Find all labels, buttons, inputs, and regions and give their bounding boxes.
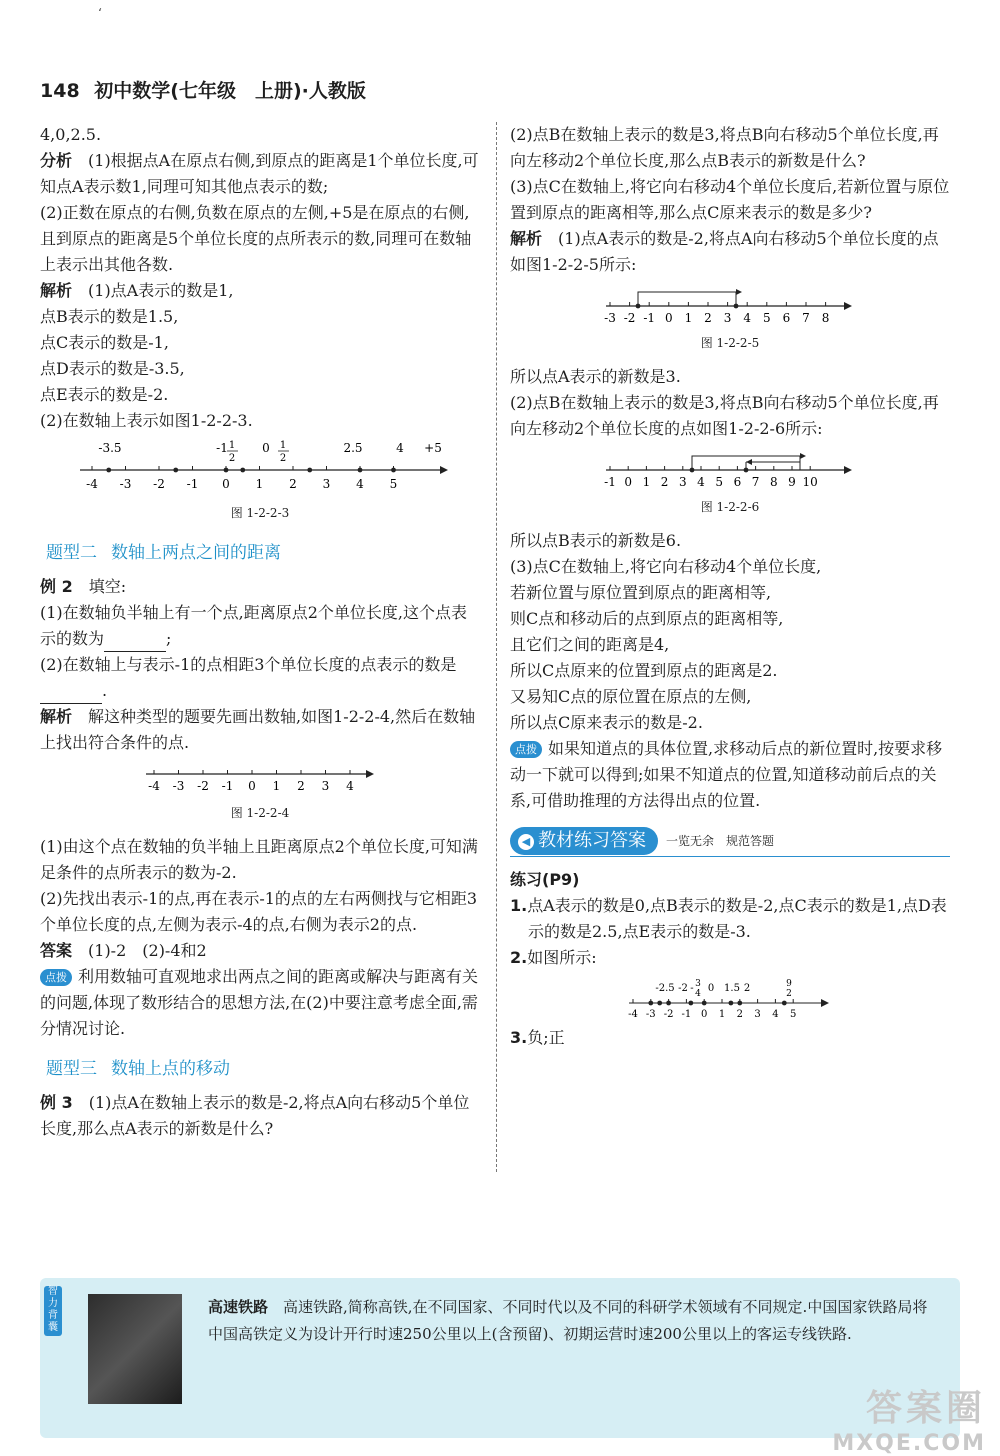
p-label-1-5: 1.5 <box>724 983 740 994</box>
point-b-new <box>744 468 749 473</box>
type-2-title: 数轴上两点之间的距离 <box>111 543 281 563</box>
tick-label: -1 <box>643 311 656 325</box>
tick-label: 3 <box>322 477 331 491</box>
label-4: 4 <box>396 441 404 455</box>
tick-label: 0 <box>664 311 673 325</box>
answer-text: (1)-2 (2)-4和2 <box>72 941 207 960</box>
p-label-0: 0 <box>707 983 715 994</box>
knowledge-text <box>208 1294 938 1348</box>
figure-caption-4: 图 1-2-2-4 <box>230 806 290 820</box>
tick-label: -1 <box>186 477 199 491</box>
tick-label: 1 <box>272 779 281 793</box>
tick-label: 0 <box>624 475 633 489</box>
move-left-head <box>746 459 752 465</box>
tick-label: 1 <box>684 311 693 325</box>
move-arrow-head <box>736 289 742 295</box>
tip-1-text: 利用数轴可直观地求出两点之间的距离或解决与距离有关的问题,体现了数形结合的思想方法,在(2)中要注意考虑全面,需分情况讨论. <box>40 967 479 1038</box>
example-2-q1 <box>40 600 480 652</box>
solution-6: (2)在数轴上表示如图1-2-2-3. <box>40 411 253 430</box>
practice-1-text: 点A表示的数是0,点B表示的数是-2,点C表示的数是1,点D表示的数是2.5,点E表示的数是-3. <box>527 896 947 941</box>
tick-label: 4 <box>697 475 705 489</box>
solution-label: 解析 <box>40 281 73 300</box>
p-label-frac-num: 3 <box>695 979 701 989</box>
example-3-q3: (3)点C在数轴上,将它向右移动4个单位长度后,若新位置与原位置到原点的距离相等,那么点C原来表示的数是多少? <box>510 177 950 222</box>
tick-label: 10 <box>802 475 818 489</box>
solution-text-1: (1)点A表示的数是1, <box>72 281 234 300</box>
tick-label: 4 <box>356 477 364 491</box>
label-minus-1-half-int: -1 <box>216 441 228 455</box>
example-3-solution-7: 则C点和移动后的点到原点的距离相等, <box>510 609 784 628</box>
figure-caption-5: 图 1-2-2-5 <box>700 336 760 350</box>
axis-arrow <box>440 466 448 474</box>
example-2-intro <box>40 574 480 600</box>
label-2-5: 2.5 <box>343 441 363 455</box>
banner-title: 教材练习答案 <box>538 830 646 851</box>
example-2-q1-text: (1)在数轴负半轴上有一个点,距离原点2个单位长度,这个点表示的数为 <box>40 603 468 648</box>
label-minus-1-half-num: 1 <box>228 440 236 451</box>
plotted-point <box>106 468 111 473</box>
type-3-title: 数轴上点的移动 <box>111 1059 230 1079</box>
tick-label: -3 <box>645 1009 656 1020</box>
plotted-point <box>173 468 178 473</box>
knowledge-box <box>40 1278 960 1438</box>
knowledge-term: 高速铁路 <box>208 1298 269 1316</box>
example-2-q1-end: ; <box>166 629 172 648</box>
number-line-figure-3 <box>70 440 450 498</box>
example-2-answer-2: (2)先找出表示-1的点,再在表示-1的点的左右两侧找与它相距3个单位长度的点,左侧为表示-4的点,右侧为表示2的点. <box>40 889 478 934</box>
tick-label: -4 <box>86 477 98 491</box>
page-number: 148 <box>40 80 80 102</box>
banner-subtitle: 一览无余 规范答题 <box>666 834 775 848</box>
number-line-figure-4 <box>140 762 380 798</box>
axis-arrow <box>821 999 829 1007</box>
tick-label: 1 <box>642 475 651 489</box>
practice-1-num: 1. <box>510 896 528 915</box>
practice-2-text: 如图所示: <box>527 948 597 967</box>
example-3-solution-11: 所以点C原来表示的数是-2. <box>510 713 703 732</box>
tick-label: 8 <box>821 311 830 325</box>
p-label-two: 2 <box>786 989 792 999</box>
tick-label: 3 <box>321 779 330 793</box>
plotted-point <box>737 1001 742 1006</box>
example-3-solution-5: (3)点C在数轴上,将它向右移动4个单位长度, <box>510 557 822 576</box>
banner-pill <box>510 827 658 855</box>
tick-label: -2 <box>153 477 165 491</box>
tick-label: 0 <box>222 477 230 491</box>
section-heading-type-3 <box>46 1056 480 1082</box>
p-label-minus-2-5: -2.5 <box>655 983 675 994</box>
tick-label: 2 <box>660 475 669 489</box>
answer-label: 答案 <box>40 941 73 960</box>
tick-label: 4 <box>346 779 354 793</box>
watermark-line-2: MXQE.COM <box>832 1431 986 1456</box>
answer-line-2 <box>40 938 480 964</box>
textbook-answers-banner <box>510 826 950 857</box>
plotted-point <box>307 468 312 473</box>
book-title: 初中数学(七年级 上册)·人教版 <box>94 80 366 102</box>
practice-title: 练习(P9) <box>510 870 580 889</box>
tick-label: -1 <box>604 475 616 489</box>
point-end <box>734 304 739 309</box>
watermark-line-1: 答案圈 <box>865 1388 986 1429</box>
example-3-solution-1-text: (1)点A表示的数是-2,将点A向右移动5个单位长度的点如图1-2-2-5所示: <box>510 229 939 274</box>
speaker-icon: ◀ <box>518 834 534 850</box>
analysis-label: 分析 <box>40 151 73 170</box>
plotted-point <box>657 1001 662 1006</box>
tick-label: -3 <box>119 477 132 491</box>
example-2-solution <box>40 704 480 756</box>
tick-label: 1 <box>718 1009 726 1020</box>
analysis-1 <box>40 148 480 200</box>
p-label-minus-2: -2 <box>678 983 688 994</box>
example-3-label: 例 3 <box>40 1093 73 1112</box>
tick-label: 4 <box>772 1009 779 1020</box>
knowledge-body: 高速铁路,简称高铁,在不同国家、不同时代以及不同的科研学术领域有不同规定.中国国家铁路局将中国高铁定义为设计开行时速250公里以上(含预留)、初期运营时速200公里以上的客运专线铁路. <box>208 1298 928 1343</box>
tick-label: -3 <box>172 779 185 793</box>
tick-label: -4 <box>148 779 160 793</box>
axis-arrow <box>844 302 852 310</box>
tick-label: -3 <box>604 311 616 325</box>
tick-label: 3 <box>723 311 732 325</box>
plotted-point <box>666 1001 671 1006</box>
example-2-q2-text: (2)在数轴上与表示-1的点相距3个单位长度的点表示的数是 <box>40 655 457 674</box>
page-mark: ‘ <box>98 6 102 20</box>
right-column <box>510 122 950 1051</box>
example-2-answer-1: (1)由这个点在数轴的负半轴上且距离原点2个单位长度,可知满足条件的点所表示的数为-2. <box>40 837 478 882</box>
tick-label: 6 <box>782 311 791 325</box>
tick-label: -2 <box>663 1009 674 1020</box>
point-start <box>636 304 641 309</box>
tick-label: 2 <box>297 779 305 793</box>
analysis-text-1: (1)根据点A在原点右侧,到原点的距离是1个单位长度,可知点A表示数1,同理可知其他点表示的数; <box>40 151 479 196</box>
railway-photo <box>88 1294 182 1404</box>
label-half-den: 2 <box>279 453 287 464</box>
p-label-frac-den: 4 <box>695 989 701 999</box>
example-3-solution-8: 且它们之间的距离是4, <box>510 635 670 654</box>
example-3-solution-9: 所以C点原来的位置到原点的距离是2. <box>510 661 778 680</box>
practice-3 <box>510 1025 950 1051</box>
axis-arrow <box>366 770 374 778</box>
practice-2-num: 2. <box>510 948 528 967</box>
plotted-point <box>391 468 396 473</box>
solution-1 <box>40 278 480 304</box>
column-divider <box>496 122 497 1172</box>
plotted-point <box>648 1001 653 1006</box>
number-line-figure-5 <box>600 284 860 328</box>
point-b <box>690 468 695 473</box>
tick-label: 0 <box>701 1009 708 1020</box>
plotted-point <box>240 468 245 473</box>
tick-label: 2 <box>736 1009 743 1020</box>
answer-line: 4,0,2.5. <box>40 125 102 144</box>
tick-label: 2 <box>289 477 297 491</box>
practice-3-text: 负;正 <box>527 1028 565 1047</box>
tick-label: -4 <box>628 1009 638 1020</box>
plotted-point <box>688 1001 693 1006</box>
practice-2 <box>510 945 950 971</box>
number-line-figure-6 <box>600 448 860 492</box>
plotted-point <box>782 1001 787 1006</box>
solution-label-3: 解析 <box>510 229 543 248</box>
tick-label: 8 <box>769 475 778 489</box>
left-column <box>40 122 480 1142</box>
solution-3: 点C表示的数是-1, <box>40 333 169 352</box>
tip-icon: 点拨 <box>40 969 72 986</box>
example-3-solution-4: 所以点B表示的新数是6. <box>510 531 682 550</box>
solution-5: 点E表示的数是-2. <box>40 385 169 404</box>
tick-label: 5 <box>715 475 724 489</box>
tick-label: 9 <box>788 475 796 489</box>
tip-2-text: 如果知道点的具体位置,求移动后点的新位置时,按要求移动一下就可以得到;如果不知道点的位置,知道移动前后点的关系,可借助推理的方法得出点的位置. <box>510 739 943 810</box>
p-label-nine: 9 <box>786 979 792 989</box>
tick-label: -2 <box>197 779 209 793</box>
tick-label: 7 <box>802 311 810 325</box>
example-2-solution-text: 解这种类型的题要先画出数轴,如图1-2-2-4,然后在数轴上找出符合条件的点. <box>40 707 476 752</box>
number-line-figure-7 <box>625 977 835 1025</box>
answer-blank-2[interactable] <box>40 685 102 704</box>
answer-blank-1[interactable] <box>104 633 166 652</box>
tick-label: 6 <box>733 475 742 489</box>
plotted-point <box>702 1001 707 1006</box>
analysis-2: (2)正数在原点的右侧,负数在原点的左侧,+5是在原点的右侧,且到原点的距离是5个单位长度的点所表示的数,同理可在数轴上表示出其他各数. <box>40 203 472 274</box>
example-2-q2-end: . <box>102 681 108 700</box>
example-3-solution-2: 所以点A表示的新数是3. <box>510 367 681 386</box>
example-3-solution-1 <box>510 226 950 278</box>
tip-icon: 点拨 <box>510 741 542 758</box>
section-heading-type-2 <box>46 540 480 566</box>
solution-4: 点D表示的数是-3.5, <box>40 359 185 378</box>
solution-2: 点B表示的数是1.5, <box>40 307 179 326</box>
tick-label: 1 <box>255 477 264 491</box>
tick-label: 2 <box>704 311 712 325</box>
page-header <box>40 76 366 103</box>
tick-label: 7 <box>751 475 760 489</box>
p-label-2: 2 <box>743 983 751 994</box>
watermark <box>832 1380 986 1456</box>
p-label-dash: - <box>690 983 694 994</box>
type-2-label: 题型二 <box>46 543 97 563</box>
practice-1 <box>510 893 950 945</box>
tick-label: 5 <box>389 477 398 491</box>
move-arrow-path <box>638 292 736 306</box>
example-2-label: 例 2 <box>40 577 73 596</box>
plotted-point <box>358 468 363 473</box>
label-minus-1-half-den: 2 <box>228 453 236 464</box>
label-plus-5: +5 <box>424 441 442 455</box>
label-half-num: 1 <box>279 440 287 451</box>
tick-label: -1 <box>681 1009 692 1020</box>
example-3-q1-text: (1)点A在数轴上表示的数是-2,将点A向右移动5个单位长度,那么点A表示的新数是什么? <box>40 1093 470 1138</box>
label-minus-3-5: -3.5 <box>98 441 122 455</box>
tick-label: 3 <box>754 1009 761 1020</box>
move-right-head <box>800 453 806 459</box>
example-2-intro-text: 填空: <box>88 577 127 596</box>
tick-label: -2 <box>623 311 636 325</box>
tick-label: 5 <box>762 311 771 325</box>
example-3-q2: (2)点B在数轴上表示的数是3,将点B向右移动5个单位长度,再向左移动2个单位长度,那么点B表示的新数是什么? <box>510 125 939 170</box>
figure-caption-3: 图 1-2-2-3 <box>230 506 290 520</box>
tick-label: 4 <box>743 311 752 325</box>
tick-label: 5 <box>790 1009 797 1020</box>
tip-2 <box>510 736 950 814</box>
solution-label-2: 解析 <box>40 707 73 726</box>
tick-label: 0 <box>248 779 256 793</box>
example-2-q2 <box>40 652 480 704</box>
tick-label: 3 <box>678 475 687 489</box>
knowledge-tab: 智力背囊 <box>44 1286 62 1336</box>
example-3-solution-10: 又易知C点的原位置在原点的左侧, <box>510 687 752 706</box>
tick-label: -1 <box>221 779 234 793</box>
tip-1 <box>40 964 480 1042</box>
type-3-label: 题型三 <box>46 1059 97 1079</box>
plotted-point <box>729 1001 734 1006</box>
example-3-solution-3: (2)点B在数轴上表示的数是3,将点B向右移动5个单位长度,再向左移动2个单位长度的点如图1-2-2-6所示: <box>510 393 939 438</box>
label-0: 0 <box>262 441 270 455</box>
practice-3-num: 3. <box>510 1028 528 1047</box>
example-3-solution-6: 若新位置与原位置到原点的距离相等, <box>510 583 772 602</box>
axis-arrow <box>844 466 852 474</box>
plotted-point <box>224 468 229 473</box>
example-3-q1 <box>40 1090 480 1142</box>
figure-caption-6: 图 1-2-2-6 <box>700 500 760 514</box>
